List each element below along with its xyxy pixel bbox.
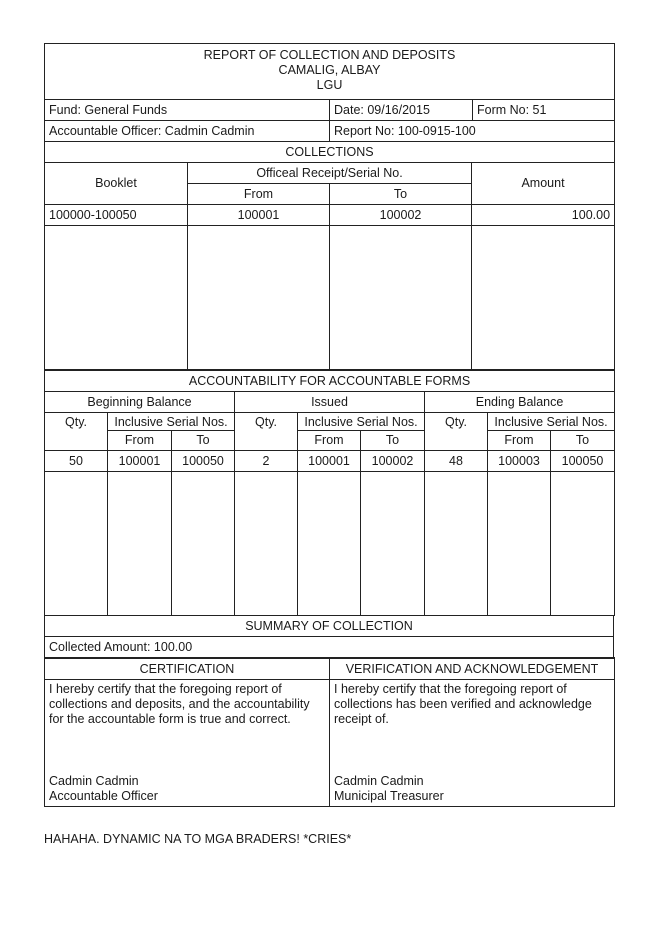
accountability-title: ACCOUNTABILITY FOR ACCOUNTABLE FORMS <box>45 370 615 392</box>
inclusive-header: Inclusive Serial Nos. <box>298 413 425 431</box>
collections-title: COLLECTIONS <box>45 142 615 163</box>
header-table <box>44 43 615 142</box>
beginning-from: 100001 <box>108 451 172 472</box>
ending-balance-header: Ending Balance <box>425 392 615 413</box>
from-header: From <box>108 431 172 451</box>
date-field: Date: 09/16/2015 <box>330 100 473 121</box>
col-to: To <box>330 184 472 205</box>
from-header: From <box>298 431 361 451</box>
footer-note: HAHAHA. DYNAMIC NA TO MGA BRADERS! *CRIES* <box>44 832 352 846</box>
qty-header: Qty. <box>235 413 298 451</box>
ending-from: 100003 <box>488 451 551 472</box>
certifier-name: Cadmin Cadmin <box>49 774 139 788</box>
verification-text: I hereby certify that the foregoing report of collections has been verified and acknowledge receipt of. <box>334 682 592 726</box>
from-cell: 100001 <box>188 205 330 226</box>
from-header: From <box>488 431 551 451</box>
signature-table <box>44 657 615 807</box>
report-header <box>45 44 615 100</box>
issued-header: Issued <box>235 392 425 413</box>
accountability-table <box>44 369 615 616</box>
certifier-role: Accountable Officer <box>49 789 158 803</box>
table-row <box>45 451 615 472</box>
qty-header: Qty. <box>425 413 488 451</box>
report-no-field: Report No: 100-0915-100 <box>330 121 615 142</box>
issued-qty: 2 <box>235 451 298 472</box>
report-form <box>44 43 614 807</box>
col-booklet: Booklet <box>45 163 188 205</box>
summary-title: SUMMARY OF COLLECTION <box>45 616 614 637</box>
verifier-role: Municipal Treasurer <box>334 789 444 803</box>
col-amount: Amount <box>472 163 615 205</box>
ending-to: 100050 <box>551 451 615 472</box>
verification-block <box>330 680 615 807</box>
amount-cell: 100.00 <box>472 205 615 226</box>
verifier-name: Cadmin Cadmin <box>334 774 424 788</box>
qty-header: Qty. <box>45 413 108 451</box>
booklet-cell: 100000-100050 <box>45 205 188 226</box>
col-receipt: Officeal Receipt/Serial No. <box>188 163 472 184</box>
blank-row <box>45 472 615 616</box>
to-cell: 100002 <box>330 205 472 226</box>
collections-table <box>44 141 615 370</box>
issued-from: 100001 <box>298 451 361 472</box>
blank-row <box>45 226 615 370</box>
summary-table <box>44 615 614 658</box>
form-no-field: Form No: 51 <box>473 100 615 121</box>
beginning-balance-header: Beginning Balance <box>45 392 235 413</box>
table-row <box>45 205 615 226</box>
report-location: CAMALIG, ALBAY <box>278 63 381 77</box>
verification-title: VERIFICATION AND ACKNOWLEDGEMENT <box>330 658 615 680</box>
to-header: To <box>172 431 235 451</box>
inclusive-header: Inclusive Serial Nos. <box>488 413 615 431</box>
ending-qty: 48 <box>425 451 488 472</box>
fund-field: Fund: General Funds <box>45 100 330 121</box>
beginning-to: 100050 <box>172 451 235 472</box>
to-header: To <box>361 431 425 451</box>
inclusive-header: Inclusive Serial Nos. <box>108 413 235 431</box>
to-header: To <box>551 431 615 451</box>
officer-field: Accountable Officer: Cadmin Cadmin <box>45 121 330 142</box>
collected-amount: Collected Amount: 100.00 <box>45 637 614 658</box>
certification-block <box>45 680 330 807</box>
certification-text: I hereby certify that the foregoing report of collections and deposits, and the accountability for the accountable form is true and correct. <box>49 682 310 726</box>
certification-title: CERTIFICATION <box>45 658 330 680</box>
issued-to: 100002 <box>361 451 425 472</box>
col-from: From <box>188 184 330 205</box>
report-title: REPORT OF COLLECTION AND DEPOSITS <box>203 48 456 62</box>
report-agency: LGU <box>316 78 343 92</box>
beginning-qty: 50 <box>45 451 108 472</box>
